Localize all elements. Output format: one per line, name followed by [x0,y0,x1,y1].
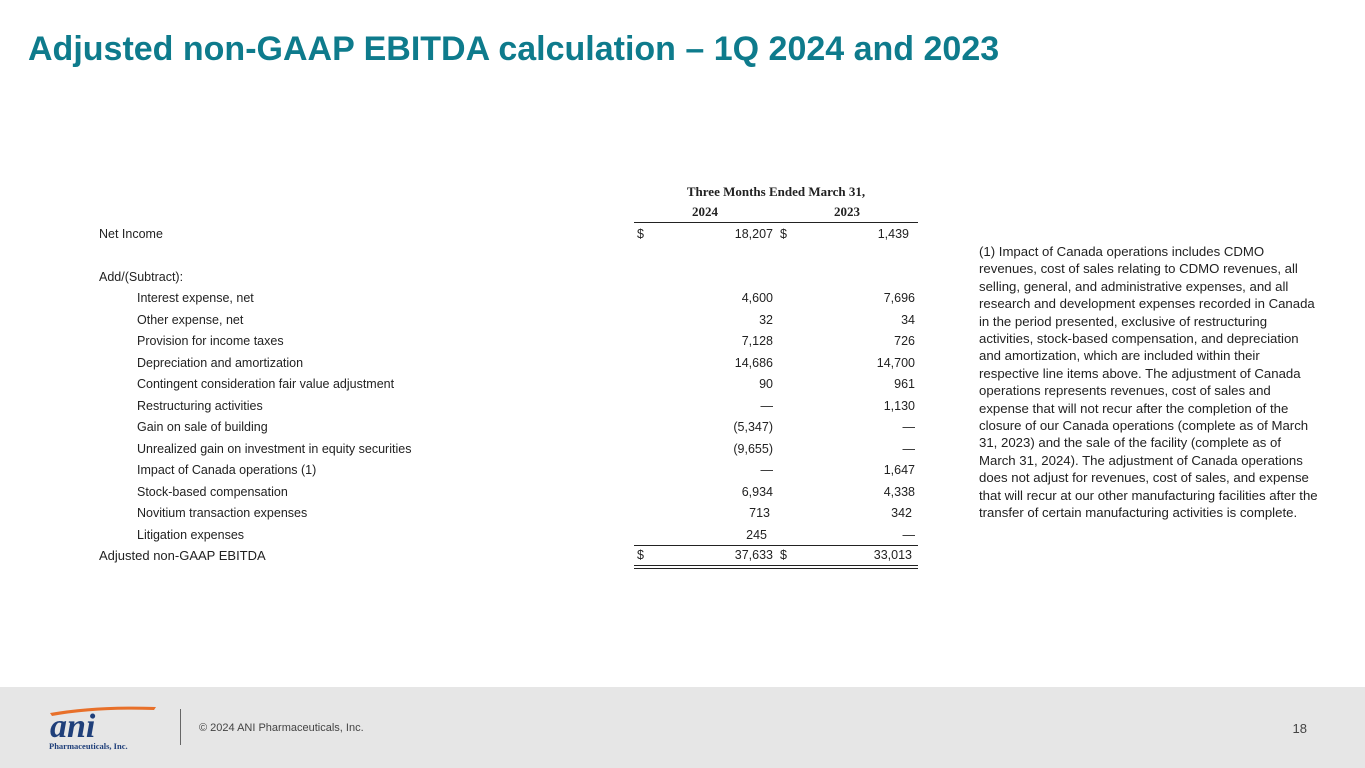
item-label: Unrealized gain on investment in equity securities [137,441,412,456]
currency-symbol: $ [637,548,644,562]
item-label: Depreciation and amortization [137,355,304,370]
item-value-2023: 34 [901,312,915,327]
item-value-2024: 32 [759,312,773,327]
subtotal-rule [634,545,918,546]
logo-wordmark: ani [50,708,96,745]
item-value-2023: 14,700 [876,355,915,370]
item-value-2024: 245 [746,527,767,542]
item-value-2024: — [760,463,773,477]
net-income-label: Net Income [99,227,163,241]
item-value-2023: 7,696 [883,291,915,305]
footnote: (1) Impact of Canada operations includes CDMO revenues, cost of sales relating to CDMO revenues, all selling, general, and administrative expenses, and all research and development expenses recorded in Canada in the period presented, exclusive of restructuring activities, stock-based compensation, and depreciation and amortization, which are included within their respective line items above. The adjustment of Canada operations represents revenues, cost of sales and expense that will not recur after the completion of the closure of our Canada operations (complete as of March 31, 2023) and the sale of the facility (complete as of March 31, 2024). The adjustment of Canada operations does not adjust for revenues, cost of sales, and expense that will recur at our other manufacturing facilities after the transfer of certain manufacturing activities is complete. [979,244,1318,521]
item-value-2023: 1,647 [883,463,915,477]
page-title: Adjusted non-GAAP EBITDA calculation – 1Q 2024 and 2023 [28,30,1000,68]
item-value-2024: 90 [759,377,773,391]
item-value-2023: 726 [894,334,915,348]
item-value-2023: 961 [894,377,915,391]
item-value-2024: (9,655) [733,441,773,456]
period-header: Three Months Ended March 31, [686,184,866,199]
item-label: Impact of Canada operations (1) [137,463,317,477]
item-value-2023: — [902,527,915,542]
item-label: Interest expense, net [137,291,254,305]
logo-subtext: Pharmaceuticals, Inc. [49,741,128,751]
ani-logo [46,703,158,751]
currency-symbol: $ [780,548,787,562]
item-label: Gain on sale of building [137,420,268,434]
item-label: Contingent consideration fair value adjustment [137,377,395,391]
total-label: Adjusted non-GAAP EBITDA [99,548,266,563]
year-header-2023: 2023 [834,204,860,219]
logo-graphic [46,703,158,751]
item-value-2024: 4,600 [741,291,773,305]
item-label: Novitium transaction expenses [137,506,308,520]
year-header-2024: 2024 [692,204,718,219]
item-value-2024: 6,934 [741,484,773,499]
total-double-rule-bottom [634,568,918,569]
total-2023: 33,013 [873,548,912,562]
item-value-2024: — [760,398,773,413]
item-label: Litigation expenses [137,527,245,542]
item-label: Restructuring activities [137,398,263,413]
header-rule [634,222,918,223]
page-number: 18 [1292,721,1307,736]
net-income-2024: 18,207 [734,227,773,241]
item-value-2024: 7,128 [741,334,773,348]
total-double-rule-top [634,565,918,566]
item-label: Provision for income taxes [137,334,284,348]
currency-symbol: $ [637,227,644,241]
item-value-2023: 1,130 [883,398,915,413]
add-subtract-label: Add/(Subtract): [99,270,184,284]
footer-divider [180,709,181,745]
item-value-2024: 14,686 [734,355,773,370]
item-value-2023: 342 [891,506,912,520]
total-2024: 37,633 [734,548,773,562]
item-value-2023: — [902,420,915,434]
item-label: Other expense, net [137,312,244,327]
net-income-2023: 1,439 [877,227,909,241]
item-value-2024: (5,347) [733,420,773,434]
item-value-2023: 4,338 [883,484,915,499]
item-value-2023: — [902,441,915,456]
copyright: © 2024 ANI Pharmaceuticals, Inc. [199,722,364,734]
item-label: Stock-based compensation [137,484,288,499]
item-value-2024: 713 [749,506,770,520]
currency-symbol: $ [780,227,787,241]
